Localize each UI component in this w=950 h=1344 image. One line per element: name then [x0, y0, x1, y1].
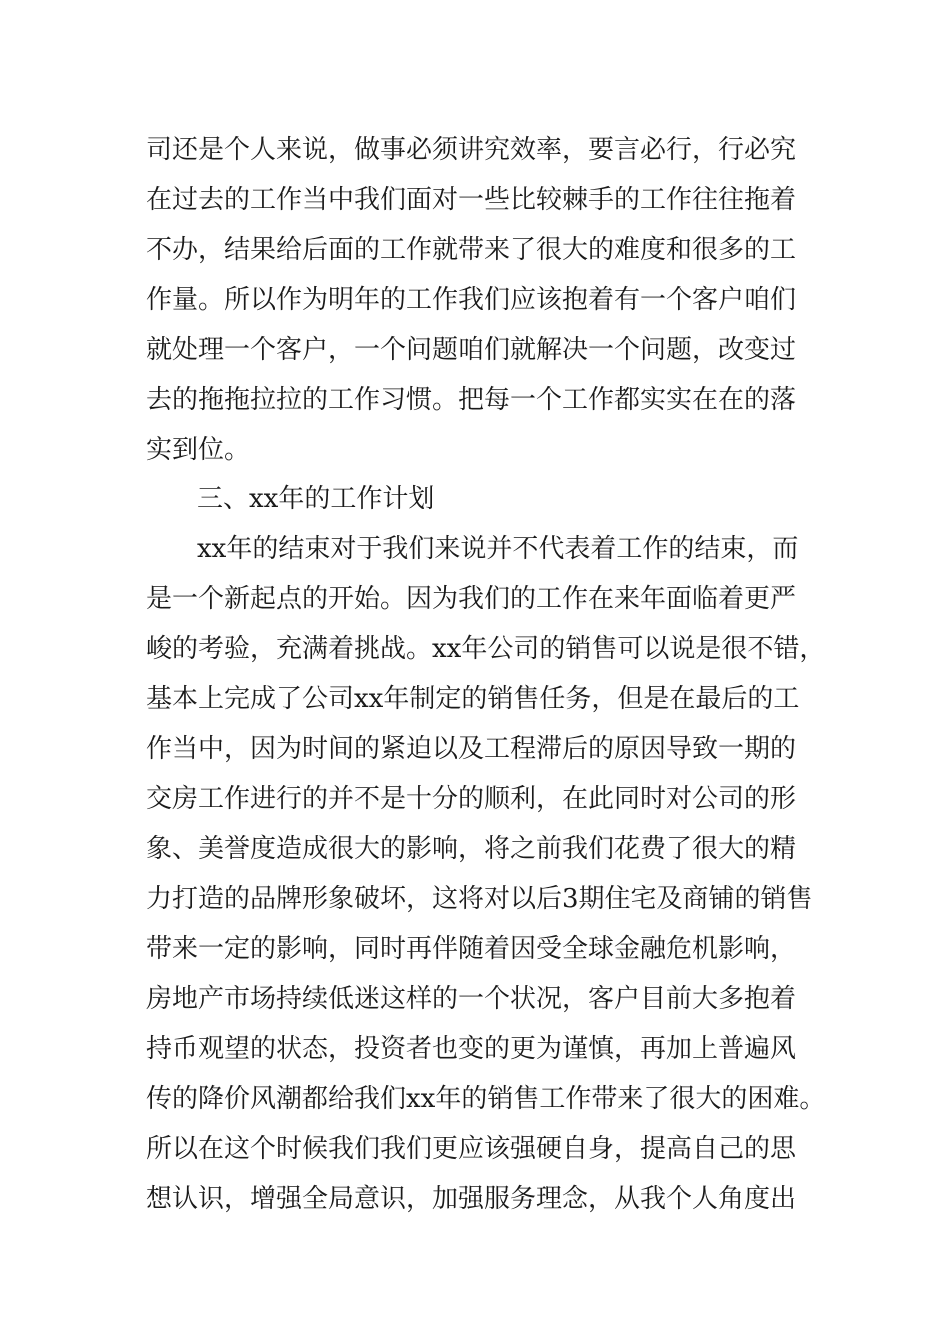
text-line: 是一个新起点的开始。因为我们的工作在来年面临着更严	[146, 584, 797, 614]
section-heading: 三、xx年的工作计划	[197, 484, 435, 514]
text-line: 房地产市场持续低迷这样的一个状况，客户目前大多抱着	[146, 984, 797, 1014]
text-line: 司还是个人来说，做事必须讲究效率，要言必行，行必究	[146, 135, 797, 165]
text-line: 想认识，增强全局意识，加强服务理念，从我个人角度出	[146, 1184, 797, 1214]
text-line: 交房工作进行的并不是十分的顺利，在此同时对公司的形	[146, 784, 797, 814]
text-line: 传的降价风潮都给我们xx年的销售工作带来了很大的困难。	[146, 1084, 826, 1114]
text-line: 力打造的品牌形象破坏，这将对以后3期住宅及商铺的销售	[146, 884, 813, 914]
text-line: 象、美誉度造成很大的影响，将之前我们花费了很大的精	[146, 834, 797, 864]
text-line: 所以在这个时候我们我们更应该强硬自身，提高自己的思	[146, 1134, 797, 1164]
text-line: 去的拖拖拉拉的工作习惯。把每一个工作都实实在在的落	[146, 385, 797, 415]
text-line: 作当中，因为时间的紧迫以及工程滞后的原因导致一期的	[146, 734, 797, 764]
text-line: 就处理一个客户，一个问题咱们就解决一个问题，改变过	[146, 335, 797, 365]
text-line: 不办，结果给后面的工作就带来了很大的难度和很多的工	[146, 235, 797, 265]
text-line: 基本上完成了公司xx年制定的销售任务，但是在最后的工	[146, 684, 800, 714]
text-line: 在过去的工作当中我们面对一些比较棘手的工作往往拖着	[146, 185, 797, 215]
text-line: 带来一定的影响，同时再伴随着因受全球金融危机影响，	[146, 934, 797, 964]
text-line: 持币观望的状态，投资者也变的更为谨慎，再加上普遍风	[146, 1034, 797, 1064]
text-line: 实到位。	[146, 435, 251, 465]
text-line: 作量。所以作为明年的工作我们应该抱着有一个客户咱们	[146, 285, 797, 315]
paragraph-first-line: xx年的结束对于我们来说并不代表着工作的结束，而	[197, 534, 799, 564]
text-line: 峻的考验，充满着挑战。xx年公司的销售可以说是很不错，	[146, 634, 826, 664]
